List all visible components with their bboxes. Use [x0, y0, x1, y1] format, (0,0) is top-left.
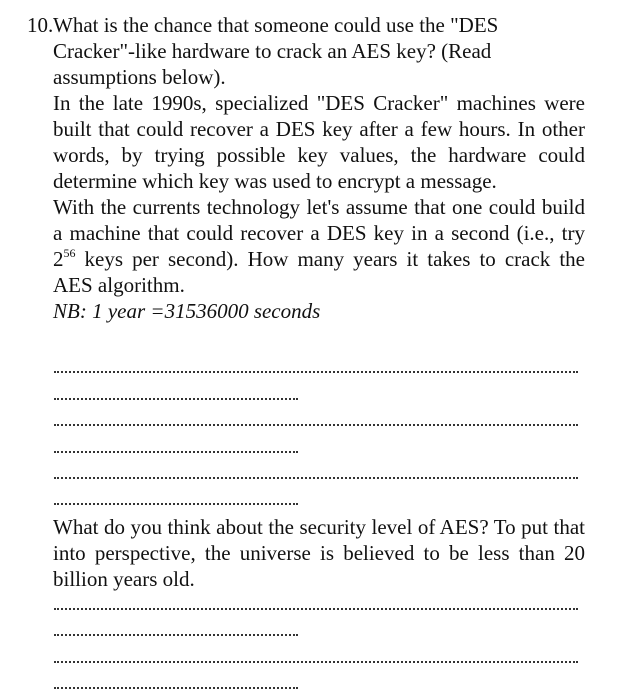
- question-title: What is the chance that someone could use the "DES Cracker"-like hardware to crack an AES key? (Read assumptions below).: [53, 13, 499, 89]
- answer-line[interactable]: [54, 398, 298, 400]
- answer-line[interactable]: [54, 371, 578, 373]
- question-number: 10.: [27, 13, 54, 37]
- answer-line[interactable]: [54, 451, 298, 453]
- seconds-per-year-note: NB: 1 year =31536000 seconds: [53, 299, 321, 323]
- security-question: What do you think about the security level of AES? To put that into perspective, the universe is believed to be less than 20 billion years old.: [53, 515, 585, 591]
- answer-line[interactable]: [54, 661, 578, 663]
- answer-line[interactable]: [54, 687, 298, 689]
- exponent: 56: [63, 246, 76, 260]
- paragraph-assumption: [53, 194, 585, 298]
- question-body: [53, 12, 585, 324]
- answer-line[interactable]: [54, 608, 578, 610]
- paragraph-des-cracker: In the late 1990s, specialized "DES Cracker" machines were built that could recover a DES key after a few hours. In other words, by trying possible key values, the hardware could determine which key was used to encrypt a message.: [53, 91, 585, 193]
- answer-line[interactable]: [54, 477, 578, 479]
- answer-line[interactable]: [54, 634, 298, 636]
- answer-line[interactable]: [54, 503, 298, 505]
- assumption-text-end: keys per second). How many years it takes to crack the AES algorithm.: [53, 247, 585, 297]
- answer-line[interactable]: [54, 424, 578, 426]
- assumption-text-start: With the currents technology let's assume that one could build a machine that could recover a DES key in a second (i.e., try 2: [53, 195, 585, 271]
